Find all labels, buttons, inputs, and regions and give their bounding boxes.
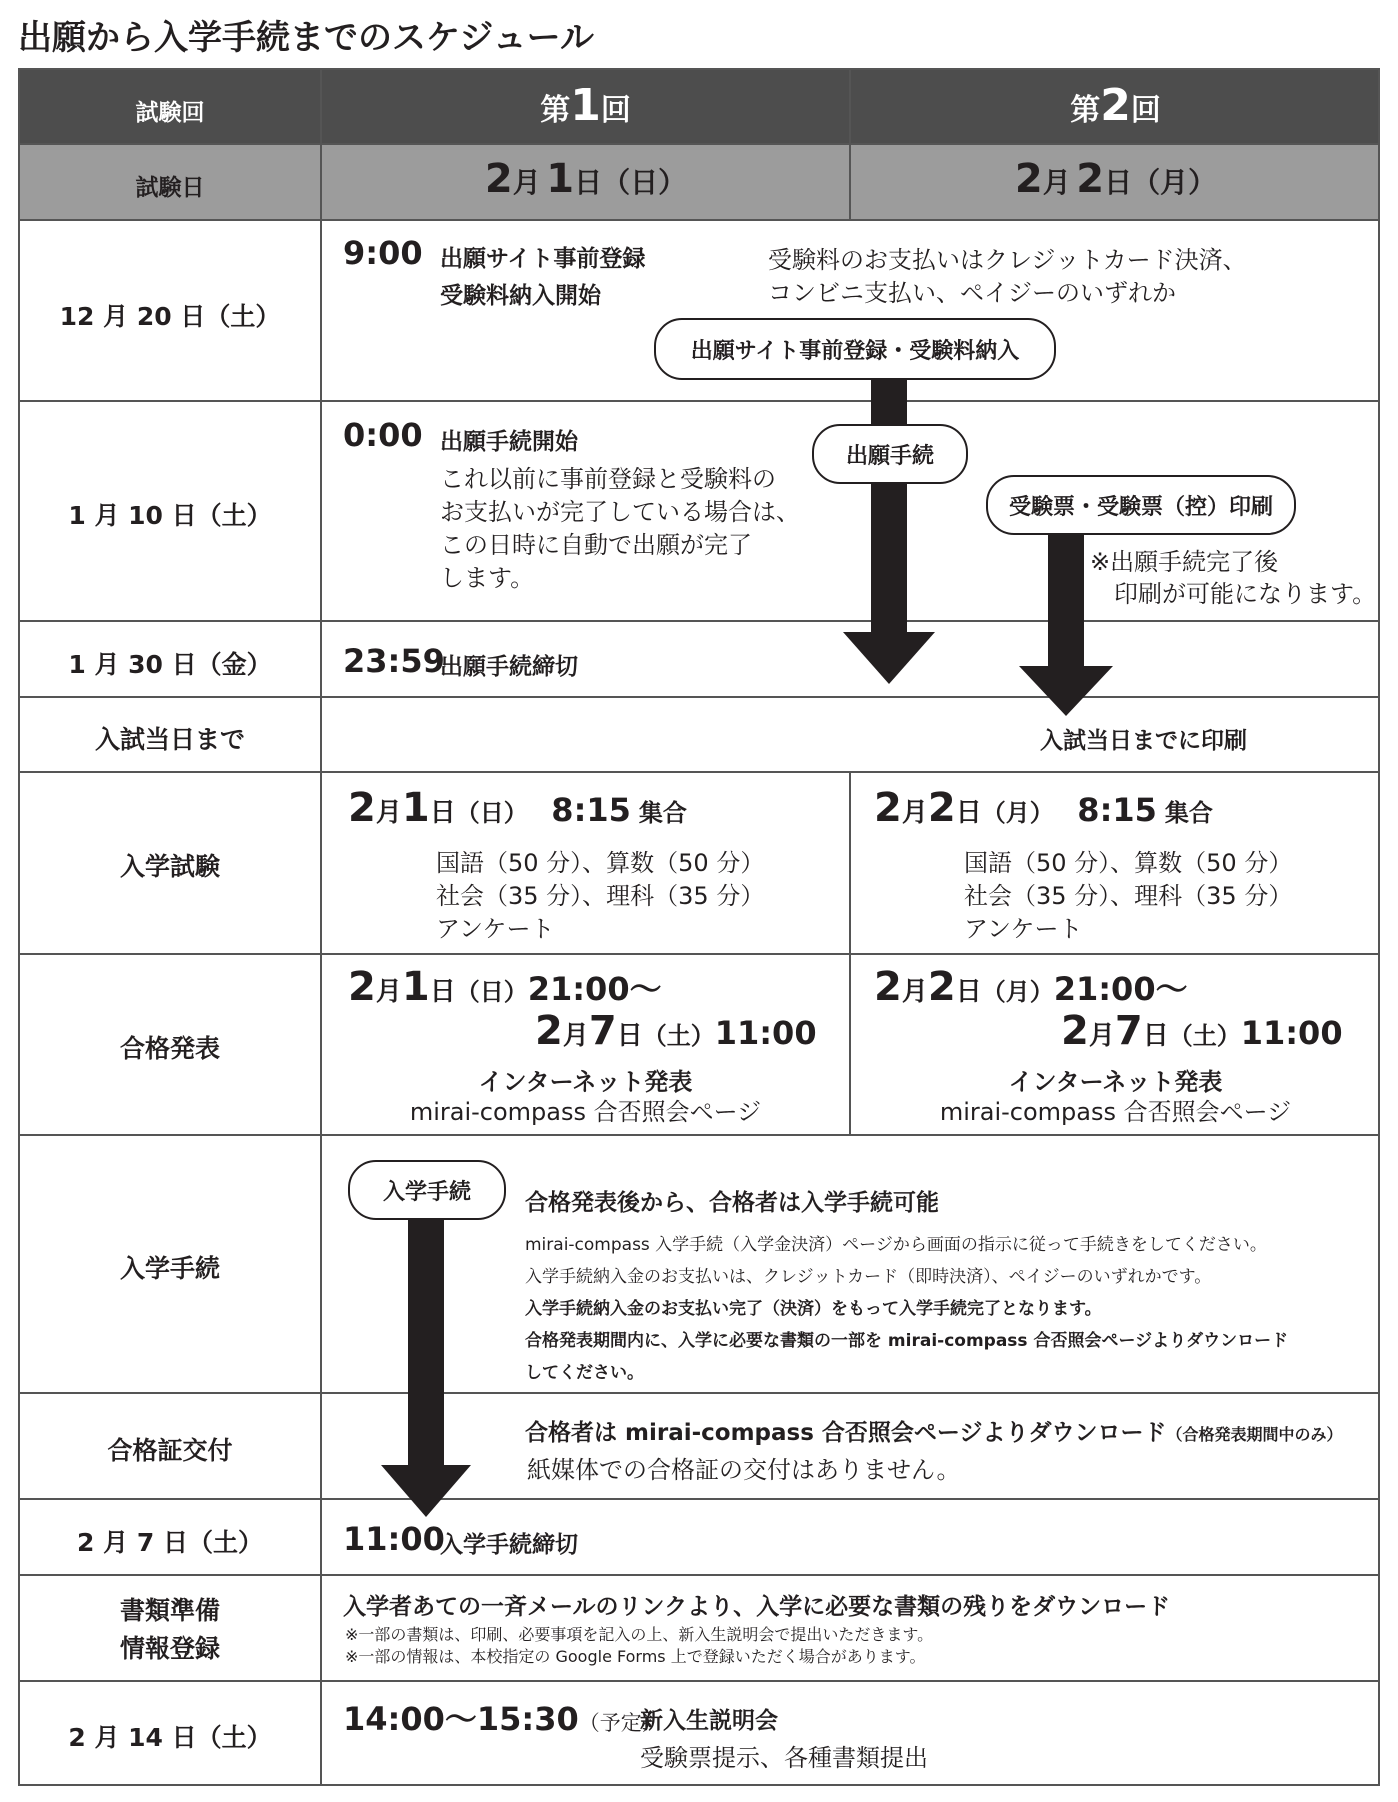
divider <box>18 1574 1380 1576</box>
flow-label-print: 受験票・受験票（控）印刷 <box>986 475 1296 535</box>
divider <box>18 620 1380 622</box>
orientation-title: 新入生説明会 <box>640 1708 778 1734</box>
divider <box>18 1680 1380 1682</box>
exam-date-1: 2月1日（日） 8:15 集合 <box>348 785 687 831</box>
row-label-certificate: 合格証交付 <box>107 1436 233 1465</box>
enrollment-note: 合格発表期間内に、入学に必要な書類の一部を mirai-compass 合否照会ページよりダウンロード <box>525 1331 1289 1351</box>
documents-note: ※一部の情報は、本校指定の Google Forms 上で登録いただく場合があります。 <box>345 1647 926 1666</box>
flow-label-application: 出願手続 <box>812 424 968 484</box>
arrow-shaft-print <box>1048 531 1084 667</box>
subjects: 国語（50 分）、算数（50 分） <box>436 849 765 877</box>
divider <box>18 1392 1380 1394</box>
round1-header: 第1回 <box>540 80 631 131</box>
date-label: 試験日 <box>135 175 205 201</box>
pre-registration-text: 出願サイト事前登録 <box>440 246 646 272</box>
arrow-head-enrollment <box>381 1465 471 1517</box>
result-start-1: 2月1日（日）21:00〜 <box>348 964 662 1010</box>
auto-application-note: この日時に自動で出願が完了 <box>440 531 752 559</box>
time: 0:00 <box>343 416 423 454</box>
row-label-exam-day: 入試当日まで <box>94 725 245 754</box>
date1-header: 2月 1日（日） <box>484 156 687 202</box>
enrollment-note: mirai-compass 入学手続（入学金決済）ページから画面の指示に従って手続きをしてください。 <box>525 1235 1267 1255</box>
row-label-jan10: 1 月 10 日（土） <box>68 501 272 530</box>
arrow-shaft-enrollment <box>408 1218 444 1466</box>
result-page-text: mirai-compass 合否照会ページ <box>409 1098 762 1126</box>
exam-date-2: 2月2日（月） 8:15 集合 <box>874 785 1213 831</box>
time: 23:59 <box>343 642 445 680</box>
subjects: 社会（35 分）、理科（35 分） <box>436 882 765 910</box>
enrollment-note: 入学手続納入金のお支払い完了（決済）をもって入学手続完了となります。 <box>525 1299 1102 1319</box>
round2-header: 第2回 <box>1070 80 1161 131</box>
print-note: ※出願手続完了後 <box>1090 548 1279 576</box>
orientation-time: 14:00〜15:30（予定） <box>343 1700 663 1738</box>
arrow-head-application <box>843 632 935 684</box>
application-deadline-text: 出願手続締切 <box>440 654 578 680</box>
divider <box>18 696 1380 698</box>
date2-header: 2月 2日（月） <box>1014 156 1217 202</box>
divider <box>18 953 1380 955</box>
internet-announcement: インターネット発表 <box>478 1068 693 1096</box>
flow-label-enrollment: 入学手続 <box>348 1160 506 1220</box>
round-label: 試験回 <box>135 100 205 126</box>
internet-announcement: インターネット発表 <box>1008 1068 1223 1096</box>
row-label-feb14: 2 月 14 日（土） <box>68 1723 272 1752</box>
enrollment-note: 入学手続納入金のお支払いは、クレジットカード（即時決済）、ペイジーのいずれかです。 <box>525 1267 1212 1287</box>
documents-note: ※一部の書類は、印刷、必要事項を記入の上、新入生説明会で提出いただきます。 <box>345 1625 934 1644</box>
print-note: 印刷が可能になります。 <box>1114 580 1377 608</box>
divider <box>18 143 1380 145</box>
fee-payment-text: 受験料納入開始 <box>440 283 601 309</box>
row-label-dec20: 12 月 20 日（土） <box>59 302 281 331</box>
subjects: 社会（35 分）、理科（35 分） <box>964 882 1293 910</box>
payment-note: 受験料のお支払いはクレジットカード決済、 <box>768 246 1247 274</box>
result-start-2: 2月2日（月）21:00〜 <box>874 964 1188 1010</box>
payment-note: コンビニ支払い、ペイジーのいずれか <box>768 279 1176 307</box>
divider <box>18 1134 1380 1136</box>
row-label-exam: 入学試験 <box>119 852 220 881</box>
print-by-exam-text: 入試当日までに印刷 <box>1040 728 1247 754</box>
subjects: アンケート <box>964 915 1083 943</box>
time: 9:00 <box>343 234 423 272</box>
page-title: 出願から入学手続までのスケジュール <box>18 18 594 58</box>
certificate-note: 紙媒体での合格証の交付はありません。 <box>527 1456 961 1484</box>
auto-application-note: これ以前に事前登録と受験料の <box>440 465 776 493</box>
orientation-detail: 受験票提示、各種書類提出 <box>640 1744 928 1772</box>
row-label-jan30: 1 月 30 日（金） <box>68 650 272 679</box>
application-start-text: 出願手続開始 <box>440 429 578 455</box>
result-end-1: 2月7日（土）11:00 <box>535 1008 817 1054</box>
row-label-enroll: 入学手続 <box>119 1254 220 1283</box>
row-label-documents: 書類準備 情報登録 <box>119 1596 220 1663</box>
result-page-text: mirai-compass 合否照会ページ <box>939 1098 1292 1126</box>
flow-label-pre-registration: 出願サイト事前登録・受験料納入 <box>654 318 1056 380</box>
auto-application-note: お支払いが完了している場合は、 <box>440 498 800 526</box>
subjects: アンケート <box>436 915 555 943</box>
documents-heading: 入学者あての一斉メールのリンクより、入学に必要な書類の残りをダウンロード <box>343 1594 1171 1620</box>
enrollment-deadline-text: 入学手続締切 <box>440 1532 578 1558</box>
divider <box>18 219 1380 221</box>
divider <box>18 1498 1380 1500</box>
certificate-heading: 合格者は mirai-compass 合否照会ページよりダウンロード（合格発表期間中のみ） <box>525 1420 1343 1446</box>
arrow-shaft-application <box>871 376 907 633</box>
auto-application-note: します。 <box>440 564 535 592</box>
enrollment-note: してください。 <box>525 1363 644 1383</box>
row-label-result: 合格発表 <box>119 1034 220 1063</box>
divider <box>18 400 1380 402</box>
arrow-head-print <box>1019 666 1113 716</box>
divider <box>18 771 1380 773</box>
subjects: 国語（50 分）、算数（50 分） <box>964 849 1293 877</box>
enrollment-heading: 合格発表後から、合格者は入学手続可能 <box>525 1190 939 1216</box>
time: 11:00 <box>343 1520 445 1558</box>
row-label-feb7: 2 月 7 日（土） <box>77 1528 263 1557</box>
result-end-2: 2月7日（土）11:00 <box>1061 1008 1343 1054</box>
column-divider <box>320 68 322 1786</box>
